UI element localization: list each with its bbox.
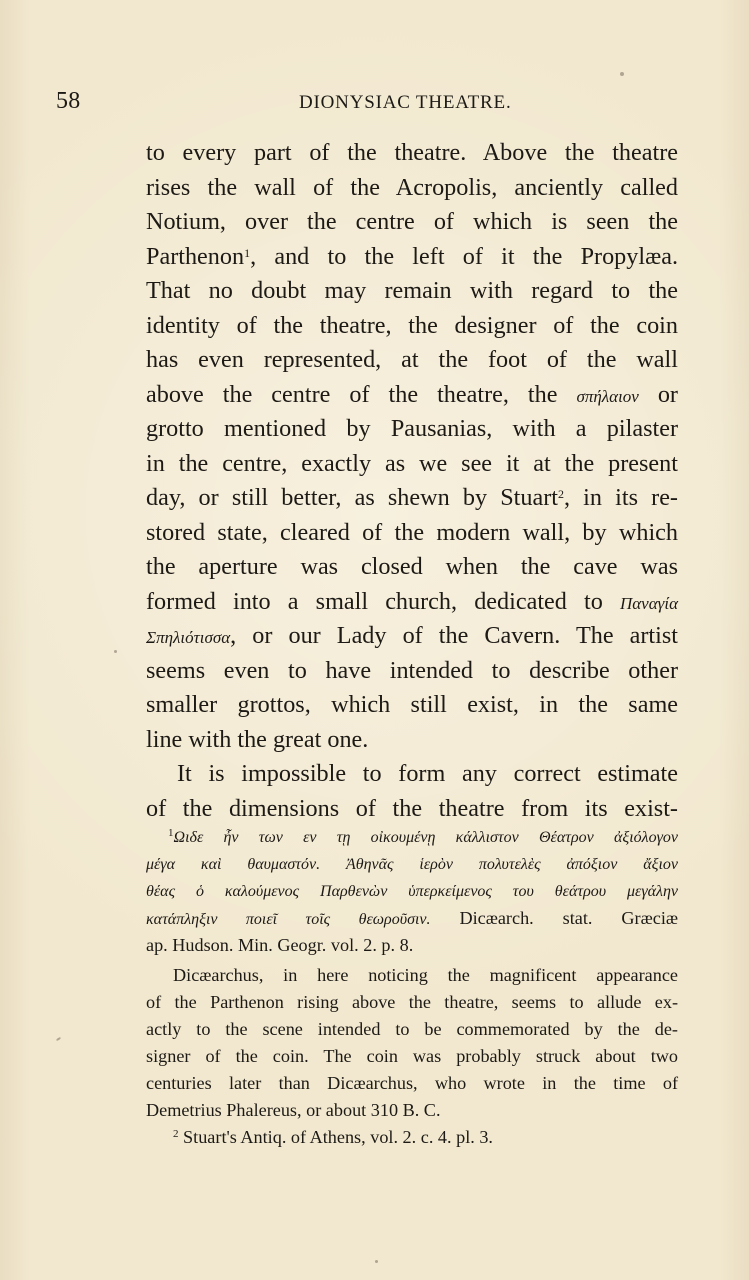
text-line: It is impossible to form any correct estimate [177, 760, 678, 787]
text-line: grotto mentioned by Pausanias, with a pilaster [146, 415, 678, 442]
paper-speck [56, 1037, 61, 1042]
footnote-line: ap. Hudson. Min. Geogr. vol. 2. p. 8. [146, 935, 414, 955]
text-line: rises the wall of the Acropolis, anciently called [146, 173, 678, 201]
footnotes [146, 824, 678, 1151]
text-line: That no doubt may remain with regard to the [146, 277, 678, 304]
paper-speck [375, 1260, 378, 1263]
footnote-line: signer of the coin. The coin was probably struck about two [146, 1046, 678, 1066]
text-line: stored state, cleared of the modern wall, by which [146, 518, 678, 546]
text-line: identity of the theatre, the designer of the coin [146, 311, 678, 339]
greek-word: σπήλαιον [576, 386, 639, 406]
footnote-line: Demetrius Phalereus, or about 310 B. C. [146, 1100, 441, 1120]
footnote-line: $^2$ Stuart's Antiq. of Athens, vol. 2. c. 4. pl. 3. [173, 1127, 493, 1147]
text-line: above the centre of the theatre, the σπήλαιον or [146, 380, 678, 408]
footnote-line: of the Parthenon rising above the theatre, seems to allude ex- [146, 992, 678, 1012]
footnote-line: Dicæarchus, in here noticing the magnificent appearance [173, 965, 678, 985]
text-line: line with the great one. [146, 725, 369, 753]
text-line: Σπηλιότισσα, or our Lady of the Cavern. The artist [146, 622, 678, 649]
footnote-line: actly to the scene intended to be commemorated by the de- [146, 1019, 678, 1039]
text-line: has even represented, at the foot of the wall [146, 346, 678, 373]
text-line: Parthenon$^1$, and to the left of it the Propylæa. [146, 242, 678, 270]
text-line: smaller grottos, which still exist, in the same [146, 691, 678, 718]
text-line: to every part of the theatre. Above the theatre [146, 139, 678, 166]
paper-speck [114, 650, 117, 653]
text-line: Notium, over the centre of which is seen the [146, 208, 678, 235]
text-line: in the centre, exactly as we see it at the present [146, 449, 678, 477]
greek-word: Σπηλιότισσα [146, 628, 231, 647]
footnote-marker: 2 [173, 1128, 179, 1140]
paper-speck [620, 72, 624, 76]
footnote-marker: 1 [168, 827, 174, 839]
text-line: seems even to have intended to describe other [146, 656, 678, 684]
footnote-line: κατάπληξιν ποιεῖ τοῖς θεωροῦσιν. Dicæarch. stat. Græciæ [146, 908, 678, 928]
footnote-line: μέγα καὶ θαυμαστόν. Ἀθηνᾶς ἱερὸν πολυτελὲς ἀπόξιον ἄξιον [146, 856, 678, 873]
page-number: 58 [56, 88, 81, 114]
footnote-line: θέας ὁ καλούμενος Παρθενὼν ὑπερκείμενος του θεάτρου μεγάλην [146, 883, 678, 900]
footnote-line: centuries later than Dicæarchus, who wrote in the time of [146, 1073, 678, 1093]
footnote-ref: 2 [557, 487, 564, 501]
text-line: of the dimensions of the theatre from its exist- [146, 794, 678, 822]
running-head: DIONYSIAC THEATRE. [299, 92, 512, 113]
main-text [146, 136, 678, 826]
text-line: day, or still better, as shewn by Stuart$^2$, in its re- [146, 484, 678, 511]
page-header [56, 86, 690, 120]
footnote-ref: 1 [244, 245, 251, 260]
footnote-line: $^1$Ωιδε ἦν των εν τῃ οἰκουμένῃ κάλλιστον Θέατρον ἀξιόλογον [168, 827, 678, 846]
greek-word: Παναγία [619, 593, 678, 613]
text-line: formed into a small church, dedicated to Παναγία [146, 587, 678, 615]
text-line: the aperture was closed when the cave was [146, 553, 678, 580]
